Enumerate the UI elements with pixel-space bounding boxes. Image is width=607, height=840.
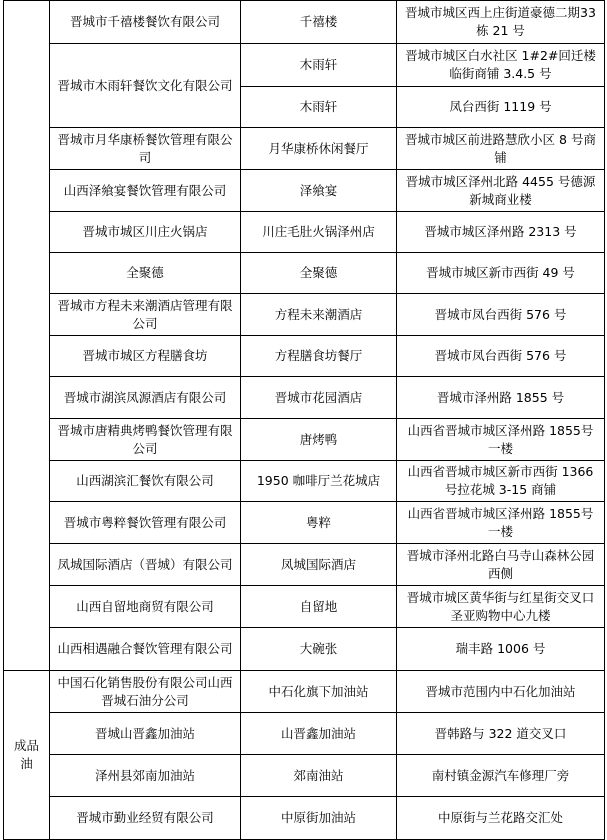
store-address: 晋韩路与 322 道交叉口: [397, 713, 605, 755]
store-name: 1950 咖啡厅兰花城店: [241, 461, 397, 502]
company-name: 晋城市城区川庄火锅店: [50, 212, 241, 253]
table-row: [4, 1, 605, 44]
table-row: [4, 419, 605, 461]
store-name: 唐烤鸭: [241, 419, 397, 461]
store-address: 晋城市城区泽州北路 4455 号德源新城商业楼: [397, 170, 605, 212]
table-row: [4, 212, 605, 253]
store-address: 晋城市城区泽州路 2313 号: [397, 212, 605, 253]
table-row: [4, 461, 605, 502]
store-name: 凤城国际酒店: [241, 544, 397, 586]
table-row: [4, 294, 605, 336]
store-address: 晋城市凤台西街 576 号: [397, 294, 605, 336]
store-address: 晋城市城区新市西街 49 号: [397, 253, 605, 294]
store-address: 山西省晋城市城区泽州路 1855号一楼: [397, 419, 605, 461]
company-name: 晋城市方程未来潮酒店管理有限公司: [50, 294, 241, 336]
store-name: 千禧楼: [241, 1, 397, 44]
store-address: 晋城市城区西上庄街道豪德二期33栋 21 号: [397, 1, 605, 44]
store-name: 全聚德: [241, 253, 397, 294]
company-name: 山西泽飨宴餐饮管理有限公司: [50, 170, 241, 212]
table-row: [4, 170, 605, 212]
store-name: 木雨轩: [241, 44, 397, 87]
company-name: 晋城市月华康桥餐饮管理有限公司: [50, 128, 241, 170]
store-name: 木雨轩: [241, 87, 397, 128]
store-name: 晋城市花园酒店: [241, 377, 397, 419]
merchant-table: [3, 0, 605, 840]
store-name: 山晋鑫加油站: [241, 713, 397, 755]
store-address: 晋城市凤台西街 576 号: [397, 336, 605, 377]
company-name: 晋城市唐精典烤鸭餐饮管理有限公司: [50, 419, 241, 461]
store-name: 中石化旗下加油站: [241, 671, 397, 713]
company-name: 中国石化销售股份有限公司山西晋城石油分公司: [50, 671, 241, 713]
table-row: [4, 377, 605, 419]
store-name: 方程膳食坊餐厅: [241, 336, 397, 377]
company-name: 山西相遇融合餐饮管理有限公司: [50, 628, 241, 671]
company-name: 晋城市千禧楼餐饮有限公司: [50, 1, 241, 44]
store-name: 中原街加油站: [241, 797, 397, 840]
table-row: [4, 755, 605, 797]
store-name: 泽飨宴: [241, 170, 397, 212]
company-name: 晋城市湖滨凤源酒店有限公司: [50, 377, 241, 419]
company-name: 晋城市城区方程膳食坊: [50, 336, 241, 377]
table-row: [4, 628, 605, 671]
table-row: [4, 671, 605, 713]
store-address: 晋城市城区前进路慧欣小区 8 号商铺: [397, 128, 605, 170]
store-address: 山西省晋城市城区泽州路 1855号一楼: [397, 502, 605, 544]
company-name: 晋城山晋鑫加油站: [50, 713, 241, 755]
store-address: 凤台西街 1119 号: [397, 87, 605, 128]
store-address: 中原街与兰花路交汇处: [397, 797, 605, 840]
store-name: 大碗张: [241, 628, 397, 671]
store-address: 晋城市城区黄华街与红星街交叉口圣亚购物中心九楼: [397, 586, 605, 628]
store-address: 晋城市泽州路 1855 号: [397, 377, 605, 419]
table-row: [4, 44, 605, 87]
category-cell-empty: [4, 1, 50, 671]
category-product-oil: 成品油: [4, 671, 50, 840]
store-address: 瑞丰路 1006 号: [397, 628, 605, 671]
store-address: 晋城市城区白水社区 1#2#回迁楼临街商铺 3.4.5 号: [397, 44, 605, 87]
company-name: 凤城国际酒店（晋城）有限公司: [50, 544, 241, 586]
table-row: [4, 336, 605, 377]
table-row: [4, 253, 605, 294]
store-address: 晋城市泽州北路白马寺山森林公园西侧: [397, 544, 605, 586]
store-name: 月华康桥休闲餐厅: [241, 128, 397, 170]
table-row: [4, 713, 605, 755]
table-row: [4, 128, 605, 170]
table-row: [4, 502, 605, 544]
table-row: [4, 544, 605, 586]
store-name: 粤粹: [241, 502, 397, 544]
store-name: 川庄毛肚火锅泽州店: [241, 212, 397, 253]
store-name: 郊南油站: [241, 755, 397, 797]
company-name: 山西湖滨汇餐饮有限公司: [50, 461, 241, 502]
company-name: 泽州县郊南加油站: [50, 755, 241, 797]
company-name: 全聚德: [50, 253, 241, 294]
table-row: [4, 797, 605, 840]
store-name: 自留地: [241, 586, 397, 628]
company-name: 晋城市木雨轩餐饮文化有限公司: [50, 44, 241, 128]
store-address: 南村镇金源汽车修理厂旁: [397, 755, 605, 797]
company-name: 山西自留地商贸有限公司: [50, 586, 241, 628]
company-name: 晋城市粤粹餐饮管理有限公司: [50, 502, 241, 544]
store-name: 方程未来潮酒店: [241, 294, 397, 336]
table-row: [4, 586, 605, 628]
store-address: 晋城市范围内中石化加油站: [397, 671, 605, 713]
store-address: 山西省晋城市城区新市西街 1366号拉花城 3-15 商铺: [397, 461, 605, 502]
company-name: 晋城市勤业经贸有限公司: [50, 797, 241, 840]
